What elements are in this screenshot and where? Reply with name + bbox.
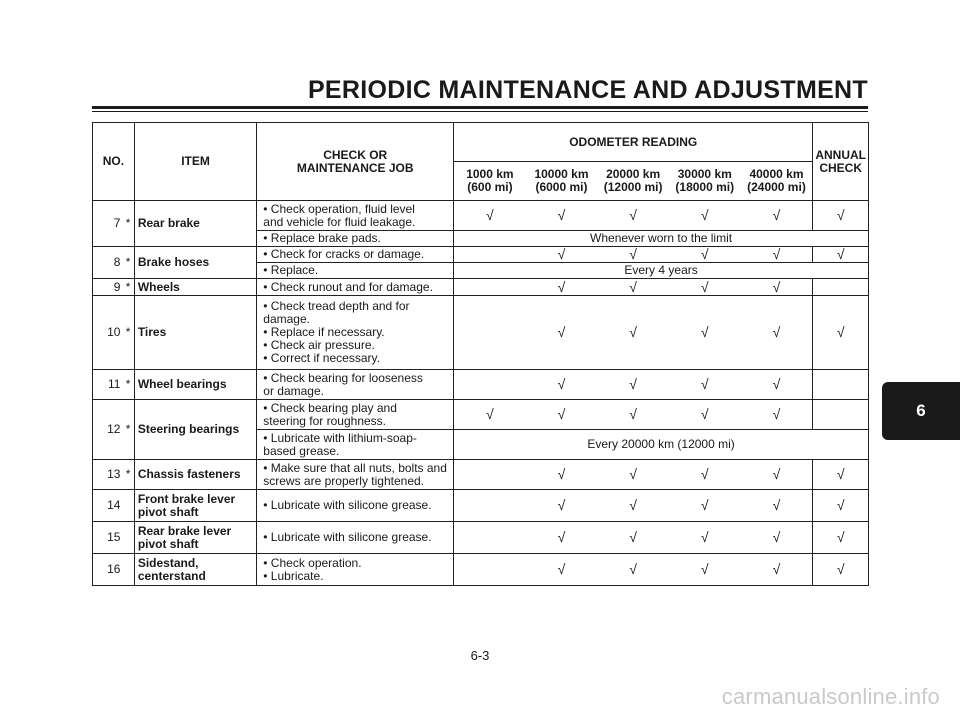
asterisk-marker: * bbox=[122, 370, 134, 400]
job-line: • Check tread depth and for bbox=[263, 299, 410, 313]
odometer-check-cell: √ bbox=[454, 201, 526, 231]
odometer-check-cell: √ bbox=[741, 247, 813, 263]
item-name: Tires bbox=[134, 296, 256, 370]
item-name: Chassis fasteners bbox=[134, 460, 256, 490]
table-body bbox=[93, 201, 869, 586]
chapter-tab[interactable]: 6 bbox=[882, 382, 960, 440]
row-number: 12 bbox=[93, 400, 123, 460]
maintenance-job bbox=[257, 296, 454, 370]
odometer-check-cell bbox=[454, 554, 526, 586]
asterisk-marker: * bbox=[122, 296, 134, 370]
maintenance-job bbox=[257, 231, 454, 247]
table-row bbox=[93, 554, 869, 586]
maintenance-table bbox=[92, 122, 869, 586]
job-line: • Check air pressure. bbox=[263, 338, 375, 352]
job-line: • Check operation, fluid level bbox=[263, 201, 415, 216]
odometer-check-cell: √ bbox=[741, 522, 813, 554]
annual-check-cell bbox=[813, 370, 869, 400]
odometer-check-cell: √ bbox=[669, 400, 741, 430]
odometer-check-cell: √ bbox=[669, 460, 741, 490]
page-number: 6-3 bbox=[470, 648, 490, 663]
title-rule bbox=[92, 106, 868, 109]
odometer-check-cell: √ bbox=[526, 296, 598, 370]
asterisk-marker: * bbox=[122, 201, 134, 247]
job-line: • Lubricate with silicone grease. bbox=[263, 498, 432, 512]
odometer-check-cell: √ bbox=[526, 201, 598, 231]
odometer-check-cell bbox=[454, 522, 526, 554]
row-number: 10 bbox=[93, 296, 123, 370]
job-line: damage. bbox=[263, 312, 310, 326]
row-number: 11 bbox=[93, 370, 123, 400]
odometer-check-cell: √ bbox=[741, 201, 813, 231]
header-odometer: ODOMETER READING bbox=[454, 123, 813, 162]
watermark: carmanualsonline.info bbox=[721, 684, 940, 709]
annual-check-cell: √ bbox=[813, 522, 869, 554]
odometer-check-cell: √ bbox=[526, 460, 598, 490]
item-name: Steering bearings bbox=[134, 400, 256, 460]
odometer-check-cell bbox=[454, 490, 526, 522]
odometer-check-cell: √ bbox=[741, 554, 813, 586]
job-line: • Lubricate with silicone grease. bbox=[263, 530, 432, 544]
table-row bbox=[93, 201, 869, 231]
odometer-check-cell: √ bbox=[741, 370, 813, 400]
odometer-check-cell: √ bbox=[741, 490, 813, 522]
row-number: 9 bbox=[93, 279, 123, 296]
odometer-check-cell: √ bbox=[526, 522, 598, 554]
header-row-top bbox=[93, 123, 869, 162]
annual-check-cell: √ bbox=[813, 554, 869, 586]
header-odo-20000: 20000 km (12000 mi) bbox=[597, 162, 669, 201]
asterisk-marker: * bbox=[122, 400, 134, 460]
odometer-check-cell bbox=[454, 279, 526, 296]
row-number: 7 bbox=[93, 201, 123, 247]
odometer-check-cell: √ bbox=[454, 400, 526, 430]
maintenance-job bbox=[257, 370, 454, 400]
job-line: • Replace if necessary. bbox=[263, 325, 385, 339]
maintenance-job bbox=[257, 247, 454, 263]
odometer-check-cell: √ bbox=[669, 296, 741, 370]
odometer-check-cell: √ bbox=[669, 522, 741, 554]
annual-check-cell: √ bbox=[813, 460, 869, 490]
odometer-check-cell bbox=[454, 247, 526, 263]
job-line: • Check operation. bbox=[263, 555, 362, 570]
job-line: • Check bearing play and bbox=[263, 400, 397, 415]
odometer-check-cell: √ bbox=[741, 400, 813, 430]
annual-check-cell bbox=[813, 400, 869, 430]
asterisk-marker bbox=[122, 522, 134, 554]
odometer-check-cell: √ bbox=[526, 370, 598, 400]
odometer-check-cell: √ bbox=[597, 201, 669, 231]
odometer-check-cell: √ bbox=[741, 279, 813, 296]
item-name: Rear brake bbox=[134, 201, 256, 247]
table-row bbox=[93, 490, 869, 522]
table-row bbox=[93, 279, 869, 296]
table-row bbox=[93, 296, 869, 370]
odometer-check-cell: √ bbox=[741, 460, 813, 490]
maintenance-job bbox=[257, 522, 454, 554]
maintenance-job bbox=[257, 400, 454, 430]
job-line: • Correct if necessary. bbox=[263, 351, 380, 365]
item-name: Rear brake lever pivot shaft bbox=[134, 522, 256, 554]
interval-text: Every 4 years bbox=[454, 263, 869, 279]
interval-text: Whenever worn to the limit bbox=[454, 231, 869, 247]
job-line: based grease. bbox=[263, 443, 340, 458]
odometer-check-cell: √ bbox=[597, 490, 669, 522]
asterisk-marker: * bbox=[122, 460, 134, 490]
item-name: Sidestand, centerstand bbox=[134, 554, 256, 586]
header-odo-10000: 10000 km (6000 mi) bbox=[526, 162, 598, 201]
interval-text: Every 20000 km (12000 mi) bbox=[454, 430, 869, 460]
odometer-check-cell: √ bbox=[597, 400, 669, 430]
asterisk-marker: * bbox=[122, 247, 134, 279]
odometer-check-cell: √ bbox=[597, 296, 669, 370]
odometer-check-cell: √ bbox=[526, 247, 598, 263]
row-number: 16 bbox=[93, 554, 123, 586]
maintenance-job bbox=[257, 490, 454, 522]
table-row bbox=[93, 522, 869, 554]
item-name: Brake hoses bbox=[134, 247, 256, 279]
odometer-check-cell: √ bbox=[669, 370, 741, 400]
odometer-check-cell: √ bbox=[669, 201, 741, 231]
odometer-check-cell: √ bbox=[526, 554, 598, 586]
header-no: NO. bbox=[93, 123, 135, 201]
job-line: • Replace. bbox=[263, 263, 319, 277]
row-number: 15 bbox=[93, 522, 123, 554]
annual-check-cell bbox=[813, 279, 869, 296]
row-number: 13 bbox=[93, 460, 123, 490]
odometer-check-cell: √ bbox=[597, 370, 669, 400]
item-name: Wheels bbox=[134, 279, 256, 296]
table-row bbox=[93, 247, 869, 263]
header-odo-30000: 30000 km (18000 mi) bbox=[669, 162, 741, 201]
header-item: ITEM bbox=[134, 123, 256, 201]
odometer-check-cell: √ bbox=[597, 247, 669, 263]
header-check: CHECK OR MAINTENANCE JOB bbox=[257, 123, 454, 201]
annual-check-cell: √ bbox=[813, 490, 869, 522]
header-annual: ANNUAL CHECK bbox=[813, 123, 869, 201]
maintenance-job bbox=[257, 201, 454, 231]
odometer-check-cell: √ bbox=[597, 279, 669, 296]
job-line: • Lubricate with lithium-soap- bbox=[263, 430, 417, 445]
job-line: steering for roughness. bbox=[263, 413, 387, 428]
asterisk-marker: * bbox=[122, 279, 134, 296]
odometer-check-cell: √ bbox=[597, 554, 669, 586]
annual-check-cell: √ bbox=[813, 296, 869, 370]
odometer-check-cell: √ bbox=[669, 279, 741, 296]
table-row bbox=[93, 460, 869, 490]
maintenance-job bbox=[257, 430, 454, 460]
job-line: screws are properly tightened. bbox=[263, 473, 425, 488]
maintenance-job bbox=[257, 263, 454, 279]
job-line: • Check for cracks or damage. bbox=[263, 247, 425, 261]
maintenance-job bbox=[257, 279, 454, 296]
job-line: • Check bearing for looseness bbox=[263, 370, 423, 385]
odometer-check-cell bbox=[454, 370, 526, 400]
job-line: and vehicle for fluid leakage. bbox=[263, 214, 416, 229]
title-rule-thin bbox=[92, 111, 868, 112]
table-row bbox=[93, 370, 869, 400]
odometer-check-cell: √ bbox=[597, 522, 669, 554]
job-line: or damage. bbox=[263, 383, 324, 398]
odometer-check-cell: √ bbox=[597, 460, 669, 490]
item-name: Wheel bearings bbox=[134, 370, 256, 400]
item-name: Front brake lever pivot shaft bbox=[134, 490, 256, 522]
odometer-check-cell: √ bbox=[526, 400, 598, 430]
job-line: • Make sure that all nuts, bolts and bbox=[263, 460, 447, 475]
odometer-check-cell: √ bbox=[741, 296, 813, 370]
asterisk-marker bbox=[122, 554, 134, 586]
table-row bbox=[93, 400, 869, 430]
odometer-check-cell bbox=[454, 460, 526, 490]
maintenance-job bbox=[257, 460, 454, 490]
odometer-check-cell: √ bbox=[669, 554, 741, 586]
header-odo-40000: 40000 km (24000 mi) bbox=[741, 162, 813, 201]
page-title: PERIODIC MAINTENANCE AND ADJUSTMENT bbox=[307, 76, 868, 104]
job-line: • Lubricate. bbox=[263, 568, 324, 583]
odometer-check-cell: √ bbox=[526, 490, 598, 522]
odometer-check-cell: √ bbox=[526, 279, 598, 296]
maintenance-job bbox=[257, 554, 454, 586]
job-line: • Check runout and for damage. bbox=[263, 279, 433, 294]
odometer-check-cell: √ bbox=[669, 490, 741, 522]
annual-check-cell: √ bbox=[813, 247, 869, 263]
odometer-check-cell: √ bbox=[669, 247, 741, 263]
odometer-check-cell bbox=[454, 296, 526, 370]
row-number: 14 bbox=[93, 490, 123, 522]
asterisk-marker bbox=[122, 490, 134, 522]
header-odo-1000: 1000 km (600 mi) bbox=[454, 162, 526, 201]
annual-check-cell: √ bbox=[813, 201, 869, 231]
job-line: • Replace brake pads. bbox=[263, 231, 381, 245]
row-number: 8 bbox=[93, 247, 123, 279]
